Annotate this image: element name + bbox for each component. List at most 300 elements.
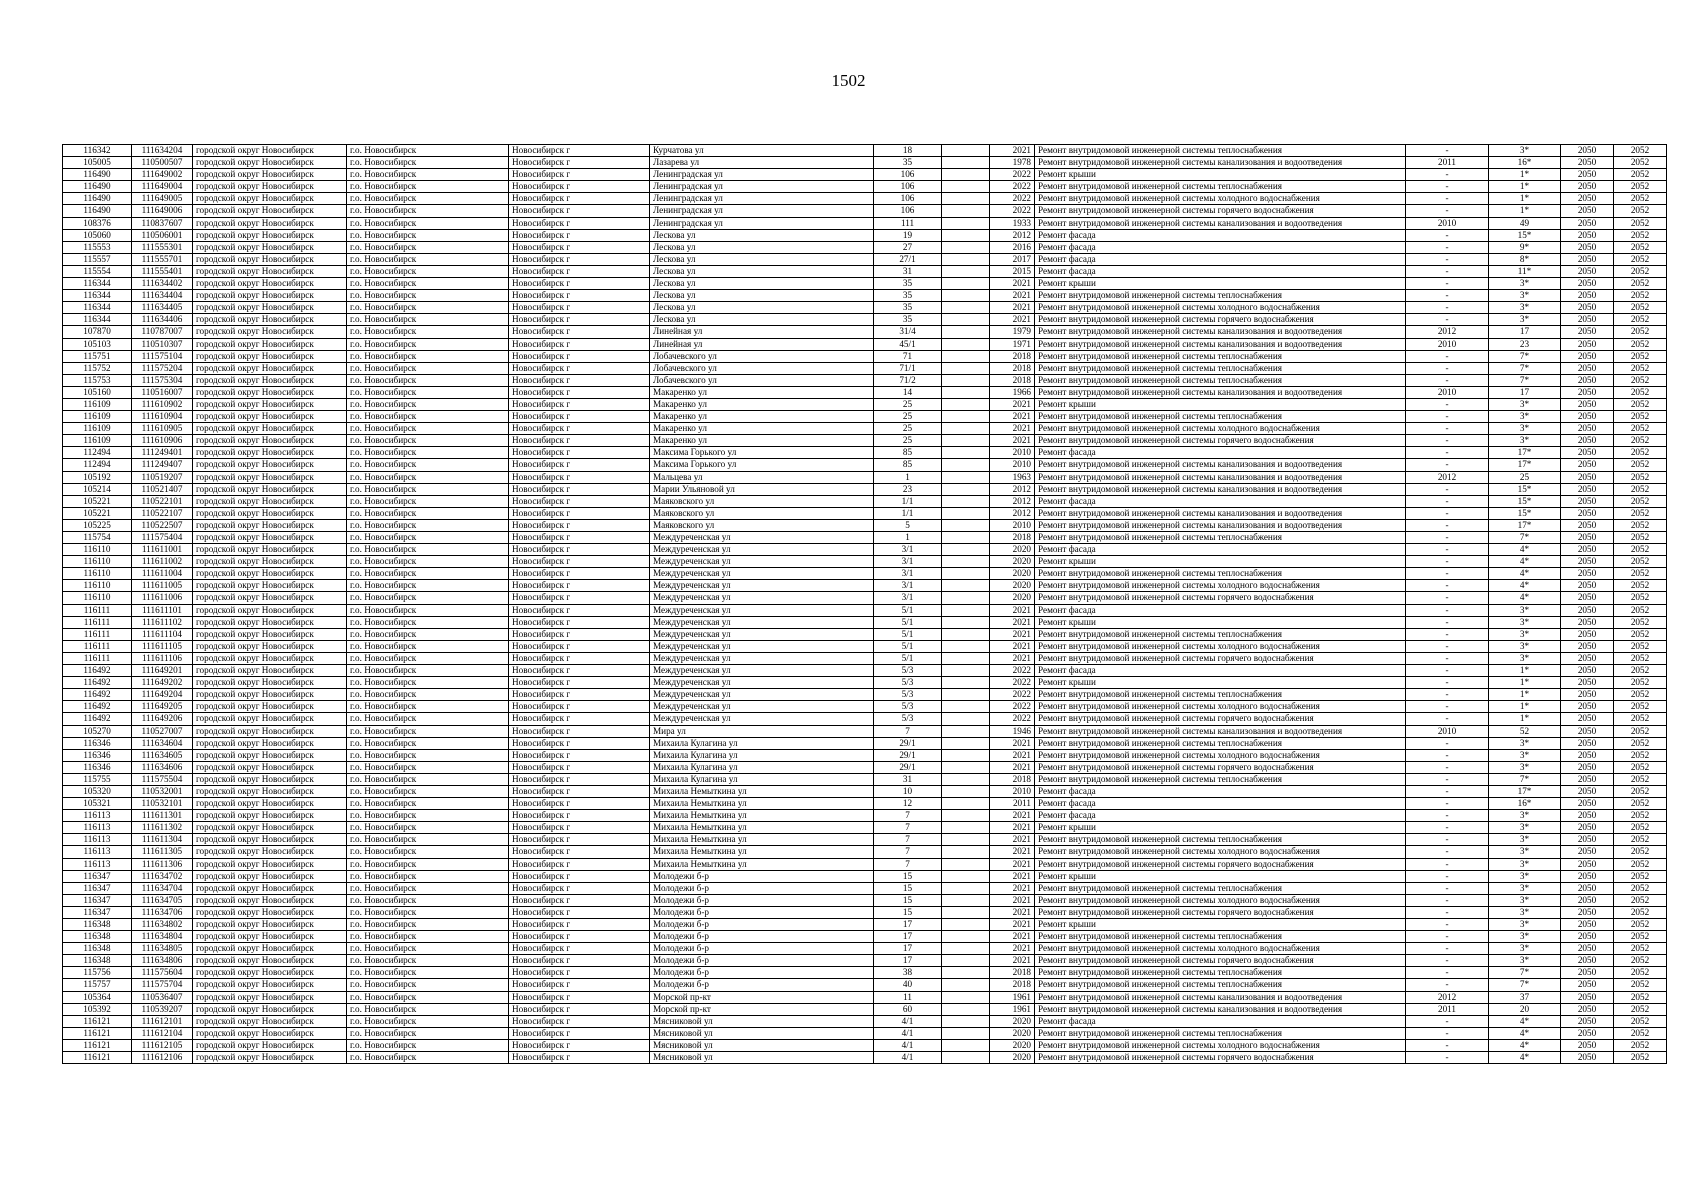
cell-work-type: Ремонт внутридомовой инженерной системы канализования и водоотведения [1035, 338, 1406, 350]
cell-wear-percent: 15* [1489, 507, 1561, 519]
cell-work-type: Ремонт внутридомовой инженерной системы теплоснабжения [1035, 979, 1406, 991]
cell-plan-end: 2052 [1614, 338, 1667, 350]
cell-street: Михаила Немыткина ул [650, 798, 874, 810]
cell-house-id: 116109 [63, 423, 132, 435]
cell-work-type: Ремонт внутридомовой инженерной системы холодного водоснабжения [1035, 193, 1406, 205]
cell-municipal-unit: г.о. Новосибирск [347, 350, 509, 362]
cell-building [942, 544, 990, 556]
cell-house-number: 4/1 [874, 1052, 942, 1064]
cell-year-built: 2020 [990, 544, 1035, 556]
cell-street: Макаренко ул [650, 435, 874, 447]
cell-last-repair-year: - [1406, 761, 1489, 773]
cell-house-id: 115554 [63, 265, 132, 277]
cell-element-id: 110532001 [132, 785, 193, 797]
cell-municipal-unit: г.о. Новосибирск [347, 217, 509, 229]
cell-wear-percent: 15* [1489, 483, 1561, 495]
table-row [63, 145, 1667, 157]
cell-municipal-district: городской округ Новосибирск [193, 858, 347, 870]
cell-municipal-unit: г.о. Новосибирск [347, 870, 509, 882]
cell-element-id: 111649004 [132, 181, 193, 193]
cell-street: Михаила Кулагина ул [650, 773, 874, 785]
cell-plan-start: 2050 [1561, 967, 1614, 979]
cell-street: Михаила Немыткина ул [650, 834, 874, 846]
table-row [63, 483, 1667, 495]
cell-building [942, 278, 990, 290]
cell-municipal-unit: г.о. Новосибирск [347, 689, 509, 701]
cell-year-built: 2021 [990, 604, 1035, 616]
table-row [63, 278, 1667, 290]
cell-street: Молодежи б-р [650, 870, 874, 882]
cell-municipal-district: городской округ Новосибирск [193, 145, 347, 157]
cell-plan-start: 2050 [1561, 495, 1614, 507]
cell-wear-percent: 3* [1489, 398, 1561, 410]
cell-building [942, 253, 990, 265]
cell-last-repair-year: - [1406, 665, 1489, 677]
cell-element-id: 111611305 [132, 846, 193, 858]
cell-wear-percent: 3* [1489, 652, 1561, 664]
cell-house-number: 15 [874, 906, 942, 918]
cell-plan-start: 2050 [1561, 265, 1614, 277]
cell-house-id: 108376 [63, 217, 132, 229]
cell-element-id: 111575404 [132, 532, 193, 544]
cell-wear-percent: 49 [1489, 217, 1561, 229]
cell-house-id: 115557 [63, 253, 132, 265]
cell-last-repair-year: - [1406, 181, 1489, 193]
cell-work-type: Ремонт внутридомовой инженерной системы теплоснабжения [1035, 737, 1406, 749]
cell-house-number: 29/1 [874, 761, 942, 773]
cell-house-id: 116346 [63, 749, 132, 761]
cell-element-id: 111611104 [132, 628, 193, 640]
cell-work-type: Ремонт внутридомовой инженерной системы холодного водоснабжения [1035, 302, 1406, 314]
cell-settlement: Новосибирск г [509, 459, 650, 471]
cell-settlement: Новосибирск г [509, 278, 650, 290]
cell-house-number: 106 [874, 205, 942, 217]
cell-wear-percent: 15* [1489, 229, 1561, 241]
cell-plan-start: 2050 [1561, 568, 1614, 580]
cell-plan-end: 2052 [1614, 314, 1667, 326]
cell-municipal-unit: г.о. Новосибирск [347, 858, 509, 870]
cell-municipal-unit: г.о. Новосибирск [347, 749, 509, 761]
cell-house-id: 116111 [63, 616, 132, 628]
cell-plan-start: 2050 [1561, 894, 1614, 906]
cell-municipal-unit: г.о. Новосибирск [347, 253, 509, 265]
cell-plan-start: 2050 [1561, 423, 1614, 435]
cell-municipal-district: городской округ Новосибирск [193, 495, 347, 507]
cell-work-type: Ремонт внутридомовой инженерной системы холодного водоснабжения [1035, 894, 1406, 906]
cell-element-id: 111610906 [132, 435, 193, 447]
cell-house-number: 5/3 [874, 713, 942, 725]
cell-plan-start: 2050 [1561, 314, 1614, 326]
cell-plan-end: 2052 [1614, 350, 1667, 362]
cell-municipal-district: городской округ Новосибирск [193, 773, 347, 785]
cell-plan-start: 2050 [1561, 761, 1614, 773]
cell-building [942, 870, 990, 882]
cell-municipal-district: городской округ Новосибирск [193, 689, 347, 701]
cell-plan-end: 2052 [1614, 737, 1667, 749]
cell-building [942, 604, 990, 616]
cell-year-built: 2022 [990, 713, 1035, 725]
cell-last-repair-year: - [1406, 253, 1489, 265]
cell-settlement: Новосибирск г [509, 265, 650, 277]
cell-house-number: 85 [874, 459, 942, 471]
cell-house-id: 116492 [63, 665, 132, 677]
cell-element-id: 110506001 [132, 229, 193, 241]
cell-year-built: 1961 [990, 1003, 1035, 1015]
cell-last-repair-year: - [1406, 374, 1489, 386]
cell-house-number: 31 [874, 773, 942, 785]
cell-work-type: Ремонт внутридомовой инженерной системы канализования и водоотведения [1035, 386, 1406, 398]
cell-plan-end: 2052 [1614, 362, 1667, 374]
cell-settlement: Новосибирск г [509, 435, 650, 447]
cell-municipal-district: городской округ Новосибирск [193, 338, 347, 350]
cell-plan-start: 2050 [1561, 616, 1614, 628]
cell-settlement: Новосибирск г [509, 991, 650, 1003]
cell-plan-start: 2050 [1561, 302, 1614, 314]
cell-settlement: Новосибирск г [509, 556, 650, 568]
cell-last-repair-year: - [1406, 580, 1489, 592]
cell-municipal-district: городской округ Новосибирск [193, 725, 347, 737]
cell-building [942, 241, 990, 253]
cell-element-id: 111634704 [132, 882, 193, 894]
cell-wear-percent: 3* [1489, 894, 1561, 906]
cell-year-built: 2010 [990, 447, 1035, 459]
cell-year-built: 1946 [990, 725, 1035, 737]
cell-building [942, 447, 990, 459]
cell-element-id: 111611105 [132, 640, 193, 652]
cell-settlement: Новосибирск г [509, 798, 650, 810]
cell-last-repair-year: - [1406, 931, 1489, 943]
cell-municipal-district: городской округ Новосибирск [193, 350, 347, 362]
cell-plan-start: 2050 [1561, 822, 1614, 834]
cell-year-built: 2021 [990, 435, 1035, 447]
cell-work-type: Ремонт внутридомовой инженерной системы холодного водоснабжения [1035, 749, 1406, 761]
cell-year-built: 2010 [990, 459, 1035, 471]
cell-municipal-district: городской округ Новосибирск [193, 943, 347, 955]
cell-house-id: 105221 [63, 507, 132, 519]
cell-house-number: 14 [874, 386, 942, 398]
cell-building [942, 773, 990, 785]
cell-house-id: 116113 [63, 822, 132, 834]
cell-work-type: Ремонт крыши [1035, 556, 1406, 568]
cell-building [942, 979, 990, 991]
cell-municipal-unit: г.о. Новосибирск [347, 919, 509, 931]
cell-house-id: 107870 [63, 326, 132, 338]
cell-plan-start: 2050 [1561, 955, 1614, 967]
cell-municipal-district: городской округ Новосибирск [193, 628, 347, 640]
cell-work-type: Ремонт внутридомовой инженерной системы канализования и водоотведения [1035, 217, 1406, 229]
cell-year-built: 2020 [990, 568, 1035, 580]
cell-building [942, 326, 990, 338]
cell-house-id: 116121 [63, 1015, 132, 1027]
cell-wear-percent: 4* [1489, 1052, 1561, 1064]
cell-street: Лазарева ул [650, 157, 874, 169]
table-row [63, 374, 1667, 386]
cell-street: Междуреченская ул [650, 592, 874, 604]
cell-house-number: 25 [874, 423, 942, 435]
cell-element-id: 111575304 [132, 374, 193, 386]
cell-settlement: Новосибирск г [509, 967, 650, 979]
cell-house-number: 15 [874, 882, 942, 894]
cell-house-number: 4/1 [874, 1015, 942, 1027]
cell-settlement: Новосибирск г [509, 979, 650, 991]
cell-element-id: 111611005 [132, 580, 193, 592]
cell-work-type: Ремонт фасада [1035, 604, 1406, 616]
cell-wear-percent: 3* [1489, 145, 1561, 157]
cell-year-built: 2021 [990, 749, 1035, 761]
cell-wear-percent: 3* [1489, 882, 1561, 894]
cell-house-number: 7 [874, 725, 942, 737]
cell-year-built: 2021 [990, 761, 1035, 773]
cell-house-number: 71/1 [874, 362, 942, 374]
cell-street: Ленинградская ул [650, 205, 874, 217]
cell-settlement: Новосибирск г [509, 374, 650, 386]
cell-municipal-district: городской округ Новосибирск [193, 1039, 347, 1051]
cell-house-number: 3/1 [874, 556, 942, 568]
cell-last-repair-year: - [1406, 229, 1489, 241]
cell-year-built: 2010 [990, 519, 1035, 531]
cell-municipal-district: городской округ Новосибирск [193, 882, 347, 894]
cell-plan-end: 2052 [1614, 145, 1667, 157]
cell-year-built: 2021 [990, 810, 1035, 822]
cell-last-repair-year: - [1406, 1015, 1489, 1027]
cell-building [942, 846, 990, 858]
cell-plan-start: 2050 [1561, 919, 1614, 931]
cell-settlement: Новосибирск г [509, 846, 650, 858]
cell-house-id: 116109 [63, 398, 132, 410]
cell-municipal-district: городской округ Новосибирск [193, 193, 347, 205]
table-row [63, 326, 1667, 338]
cell-wear-percent: 3* [1489, 411, 1561, 423]
cell-plan-end: 2052 [1614, 544, 1667, 556]
cell-municipal-district: городской округ Новосибирск [193, 737, 347, 749]
cell-plan-end: 2052 [1614, 628, 1667, 640]
cell-street: Междуреченская ул [650, 665, 874, 677]
cell-plan-end: 2052 [1614, 882, 1667, 894]
cell-plan-end: 2052 [1614, 157, 1667, 169]
table-row [63, 411, 1667, 423]
cell-year-built: 2012 [990, 229, 1035, 241]
cell-last-repair-year: - [1406, 943, 1489, 955]
cell-element-id: 111575504 [132, 773, 193, 785]
cell-last-repair-year: - [1406, 314, 1489, 326]
cell-plan-end: 2052 [1614, 761, 1667, 773]
cell-house-id: 116348 [63, 919, 132, 931]
cell-last-repair-year: 2010 [1406, 725, 1489, 737]
cell-element-id: 111612106 [132, 1052, 193, 1064]
cell-house-id: 105192 [63, 471, 132, 483]
cell-element-id: 111634702 [132, 870, 193, 882]
cell-year-built: 2012 [990, 495, 1035, 507]
cell-plan-start: 2050 [1561, 556, 1614, 568]
cell-house-number: 85 [874, 447, 942, 459]
cell-building [942, 810, 990, 822]
cell-municipal-district: городской округ Новосибирск [193, 423, 347, 435]
cell-year-built: 2021 [990, 919, 1035, 931]
cell-house-number: 106 [874, 193, 942, 205]
cell-wear-percent: 7* [1489, 350, 1561, 362]
table-row [63, 882, 1667, 894]
cell-plan-start: 2050 [1561, 1027, 1614, 1039]
table-row [63, 290, 1667, 302]
cell-plan-end: 2052 [1614, 919, 1667, 931]
cell-last-repair-year: - [1406, 894, 1489, 906]
table-row [63, 217, 1667, 229]
cell-house-number: 12 [874, 798, 942, 810]
cell-settlement: Новосибирск г [509, 906, 650, 918]
cell-house-id: 105392 [63, 1003, 132, 1015]
cell-settlement: Новосибирск г [509, 689, 650, 701]
cell-municipal-district: городской округ Новосибирск [193, 471, 347, 483]
table-row [63, 519, 1667, 531]
table-row [63, 338, 1667, 350]
cell-building [942, 834, 990, 846]
cell-house-number: 35 [874, 314, 942, 326]
cell-municipal-district: городской округ Новосибирск [193, 1052, 347, 1064]
cell-settlement: Новосибирск г [509, 773, 650, 785]
cell-house-number: 3/1 [874, 580, 942, 592]
cell-house-id: 116110 [63, 592, 132, 604]
cell-street: Молодежи б-р [650, 967, 874, 979]
cell-wear-percent: 3* [1489, 749, 1561, 761]
cell-house-number: 7 [874, 810, 942, 822]
cell-municipal-district: городской округ Новосибирск [193, 411, 347, 423]
cell-house-number: 5/1 [874, 640, 942, 652]
cell-plan-end: 2052 [1614, 495, 1667, 507]
table-row [63, 193, 1667, 205]
cell-municipal-district: городской округ Новосибирск [193, 398, 347, 410]
table-row [63, 785, 1667, 797]
cell-settlement: Новосибирск г [509, 193, 650, 205]
cell-house-id: 105005 [63, 157, 132, 169]
cell-wear-percent: 3* [1489, 822, 1561, 834]
cell-house-number: 5/1 [874, 616, 942, 628]
cell-element-id: 111649204 [132, 689, 193, 701]
cell-building [942, 145, 990, 157]
cell-building [942, 290, 990, 302]
cell-house-number: 25 [874, 435, 942, 447]
cell-house-number: 1/1 [874, 495, 942, 507]
cell-street: Лескова ул [650, 278, 874, 290]
cell-plan-start: 2050 [1561, 471, 1614, 483]
cell-settlement: Новосибирск г [509, 1015, 650, 1027]
cell-street: Молодежи б-р [650, 894, 874, 906]
cell-plan-start: 2050 [1561, 882, 1614, 894]
cell-street: Мясниковой ул [650, 1015, 874, 1027]
cell-last-repair-year: - [1406, 640, 1489, 652]
cell-plan-start: 2050 [1561, 507, 1614, 519]
cell-municipal-unit: г.о. Новосибирск [347, 773, 509, 785]
cell-street: Молодежи б-р [650, 906, 874, 918]
cell-house-number: 5/3 [874, 701, 942, 713]
cell-house-id: 105270 [63, 725, 132, 737]
cell-street: Максима Горького ул [650, 447, 874, 459]
cell-plan-end: 2052 [1614, 785, 1667, 797]
cell-plan-end: 2052 [1614, 931, 1667, 943]
cell-element-id: 110532101 [132, 798, 193, 810]
cell-municipal-unit: г.о. Новосибирск [347, 580, 509, 592]
cell-wear-percent: 3* [1489, 604, 1561, 616]
cell-building [942, 350, 990, 362]
cell-last-repair-year: - [1406, 568, 1489, 580]
cell-building [942, 931, 990, 943]
cell-work-type: Ремонт внутридомовой инженерной системы теплоснабжения [1035, 1027, 1406, 1039]
cell-work-type: Ремонт внутридомовой инженерной системы канализования и водоотведения [1035, 471, 1406, 483]
cell-house-number: 27 [874, 241, 942, 253]
cell-street: Молодежи б-р [650, 931, 874, 943]
table-row [63, 810, 1667, 822]
cell-work-type: Ремонт крыши [1035, 677, 1406, 689]
table-row [63, 834, 1667, 846]
cell-municipal-district: городской округ Новосибирск [193, 749, 347, 761]
cell-year-built: 2015 [990, 265, 1035, 277]
cell-municipal-district: городской округ Новосибирск [193, 326, 347, 338]
cell-municipal-unit: г.о. Новосибирск [347, 568, 509, 580]
cell-year-built: 2021 [990, 616, 1035, 628]
cell-house-id: 116347 [63, 894, 132, 906]
cell-street: Ленинградская ул [650, 217, 874, 229]
cell-plan-end: 2052 [1614, 411, 1667, 423]
cell-settlement: Новосибирск г [509, 447, 650, 459]
cell-house-id: 116346 [63, 761, 132, 773]
cell-element-id: 110536407 [132, 991, 193, 1003]
cell-work-type: Ремонт внутридомовой инженерной системы теплоснабжения [1035, 350, 1406, 362]
cell-building [942, 495, 990, 507]
cell-settlement: Новосибирск г [509, 652, 650, 664]
cell-last-repair-year: - [1406, 798, 1489, 810]
table-row [63, 495, 1667, 507]
cell-year-built: 2021 [990, 290, 1035, 302]
cell-municipal-district: городской округ Новосибирск [193, 374, 347, 386]
cell-year-built: 1979 [990, 326, 1035, 338]
cell-plan-end: 2052 [1614, 822, 1667, 834]
cell-street: Молодежи б-р [650, 979, 874, 991]
cell-year-built: 2021 [990, 858, 1035, 870]
table-row [63, 628, 1667, 640]
cell-element-id: 110527007 [132, 725, 193, 737]
cell-plan-end: 2052 [1614, 423, 1667, 435]
cell-year-built: 2020 [990, 1027, 1035, 1039]
cell-year-built: 2012 [990, 507, 1035, 519]
cell-municipal-district: городской округ Новосибирск [193, 483, 347, 495]
cell-municipal-district: городской округ Новосибирск [193, 580, 347, 592]
cell-plan-end: 2052 [1614, 386, 1667, 398]
cell-year-built: 2021 [990, 846, 1035, 858]
cell-plan-end: 2052 [1614, 398, 1667, 410]
cell-wear-percent: 23 [1489, 338, 1561, 350]
cell-street: Макаренко ул [650, 386, 874, 398]
cell-work-type: Ремонт фасада [1035, 798, 1406, 810]
cell-plan-start: 2050 [1561, 1052, 1614, 1064]
cell-house-number: 27/1 [874, 253, 942, 265]
cell-work-type: Ремонт внутридомовой инженерной системы теплоснабжения [1035, 689, 1406, 701]
cell-element-id: 111649005 [132, 193, 193, 205]
cell-wear-percent: 7* [1489, 967, 1561, 979]
cell-building [942, 532, 990, 544]
cell-wear-percent: 3* [1489, 435, 1561, 447]
cell-wear-percent: 7* [1489, 979, 1561, 991]
cell-street: Междуреченская ул [650, 556, 874, 568]
cell-building [942, 205, 990, 217]
cell-settlement: Новосибирск г [509, 495, 650, 507]
cell-plan-start: 2050 [1561, 411, 1614, 423]
cell-wear-percent: 3* [1489, 931, 1561, 943]
cell-municipal-unit: г.о. Новосибирск [347, 314, 509, 326]
table-row [63, 241, 1667, 253]
cell-last-repair-year: - [1406, 810, 1489, 822]
table-row [63, 314, 1667, 326]
cell-house-id: 116121 [63, 1039, 132, 1051]
cell-municipal-district: городской округ Новосибирск [193, 1027, 347, 1039]
